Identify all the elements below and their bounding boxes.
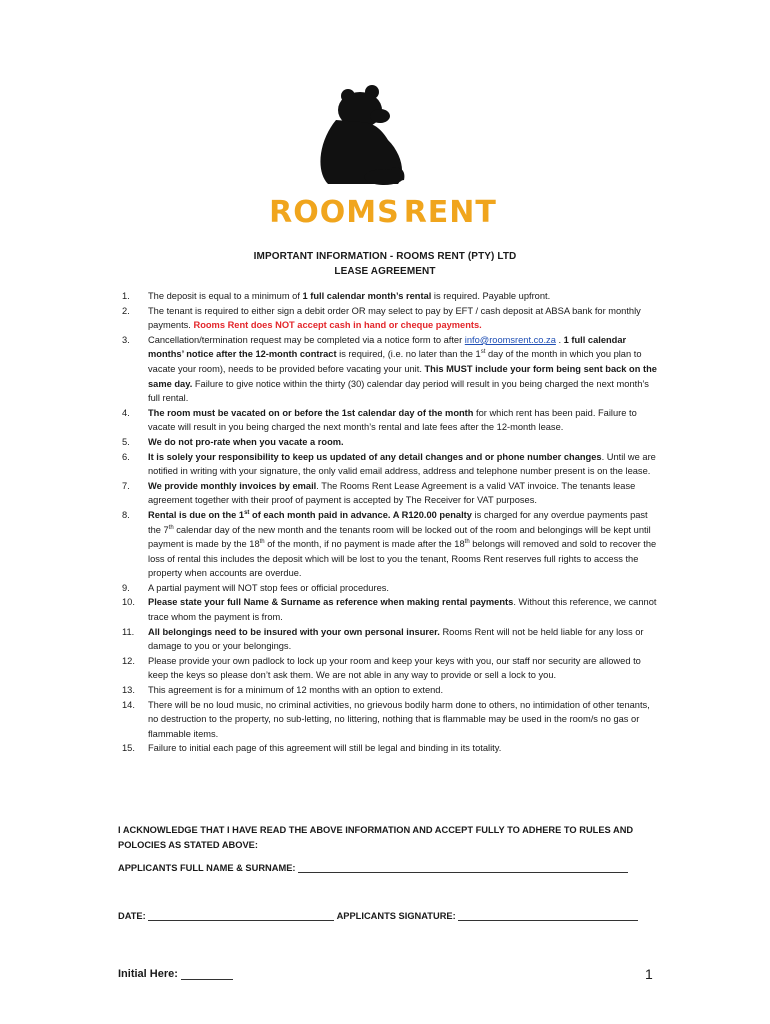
term-text: . Without this reference, we cannot trace whom the payment is from. xyxy=(148,597,657,623)
term-text: This agreement is for a minimum of 12 months with an option to extend. xyxy=(148,685,444,696)
term-text: Rental is due on the 1 xyxy=(148,509,245,520)
document-subtitle: LEASE AGREEMENT xyxy=(334,266,436,277)
term-number: 14. xyxy=(122,699,135,710)
date-line[interactable] xyxy=(148,910,334,921)
rooms-rent-logo xyxy=(269,82,497,232)
term-number: 3. xyxy=(122,334,130,345)
term-text: Cancellation/termination request may be completed via a notice form to after xyxy=(148,334,465,345)
initial-row xyxy=(118,968,233,980)
term-item xyxy=(118,508,658,581)
email-link[interactable]: info@roomsrent.co.za xyxy=(464,334,556,345)
term-text: Failure to initial each page of this agreement will still be legal and binding in its totality. xyxy=(148,743,502,754)
term-number: 4. xyxy=(122,407,130,418)
term-text: . xyxy=(555,334,564,345)
term-text: . The Rooms Rent Lease Agreement is a valid VAT invoice. The tenants lease agreement together with their proof of payment is accepted by The Receiver for VAT purposes. xyxy=(148,480,636,506)
term-number: 9. xyxy=(122,582,130,593)
term-text: 1 full calendar months’ notice after the 12-month contract xyxy=(148,334,627,360)
term-item xyxy=(118,479,658,508)
term-text: The deposit is equal to a minimum of xyxy=(148,291,303,301)
term-number: 2. xyxy=(122,305,130,316)
term-text: This MUST include your form being sent back on the same day. xyxy=(148,363,657,389)
term-item xyxy=(118,450,658,479)
term-text: is charged for any overdue payments past the 7 xyxy=(148,509,648,535)
term-text: The room must be vacated on or before the 1st calendar day of the month xyxy=(148,407,474,418)
term-text: st xyxy=(244,509,250,516)
signature-line[interactable] xyxy=(458,910,638,921)
applicant-name-line[interactable] xyxy=(298,862,628,873)
term-text: th xyxy=(168,524,174,531)
term-text: We provide monthly invoices by email xyxy=(148,480,317,491)
term-text: 1 full calendar month’s rental xyxy=(302,291,432,301)
term-number: 10. xyxy=(122,597,135,608)
term-number: 11. xyxy=(122,626,135,637)
term-item xyxy=(118,406,658,435)
term-item xyxy=(118,625,658,654)
term-text: All belongings need to be insured with your own personal insurer. xyxy=(148,626,440,637)
term-text: th xyxy=(259,539,265,545)
term-number: 12. xyxy=(122,655,135,666)
term-number: 8. xyxy=(122,509,130,520)
term-text: Rooms Rent will not be held liable for any loss or damage to you or your belongings. xyxy=(148,626,644,652)
acknowledgement-statement: I ACKNOWLEDGE THAT I HAVE READ THE ABOVE INFORMATION AND ACCEPT FULLY TO ADHERE TO RULES AND POLOCIES AS STATED ABOVE: xyxy=(118,825,634,850)
term-number: 5. xyxy=(122,436,130,447)
term-text: Rooms Rent does NOT accept cash in hand or cheque payments. xyxy=(193,320,482,331)
term-number: 6. xyxy=(122,451,130,462)
term-text: We do not pro-rate when you vacate a room. xyxy=(148,436,344,447)
applicant-name-label: APPLICANTS FULL NAME & SURNAME: xyxy=(118,863,296,873)
term-item xyxy=(118,698,658,742)
bear-icon xyxy=(320,85,404,185)
terms-list xyxy=(118,289,658,756)
term-text: th xyxy=(464,539,470,545)
term-text: It is solely your responsibility to keep us updated of any detail changes and or phone number changes xyxy=(148,451,602,462)
term-item xyxy=(118,741,658,756)
term-item xyxy=(118,581,658,596)
date-signature-row xyxy=(118,910,638,921)
date-label: DATE: xyxy=(118,911,146,921)
term-text: The tenant is required to either sign a debit order OR may select to pay by EFT / cash deposit at ABSA bank for monthly payments. xyxy=(148,305,641,331)
term-text: day of the month in which you plan to vacate your room), needs to be provided before vacating your unit. xyxy=(148,349,642,374)
term-text: There will be no loud music, no criminal activities, no grievous bodily harm done to others, no intimidation of other tenants, no destruction to the property, no sub-letting, no littering, nothing that is flammable may be used in the room/s no gas or flammable items. xyxy=(148,699,650,739)
term-text: of the month, if no payment is made after the 18 xyxy=(264,539,465,550)
term-item xyxy=(118,304,658,333)
term-item xyxy=(118,595,658,624)
initial-label: Initial Here: xyxy=(118,968,178,980)
term-text: . Until we are notified in writing with your signature, the only valid email address, address and telephone number present is on the lease. xyxy=(148,451,656,477)
term-item xyxy=(118,289,658,304)
term-item xyxy=(118,683,658,698)
signature-label: APPLICANTS SIGNATURE: xyxy=(336,911,456,921)
applicant-name-row xyxy=(118,862,628,873)
initial-line[interactable] xyxy=(181,969,233,980)
term-text: is required, (i.e. no later than the 1 xyxy=(336,349,481,360)
term-item xyxy=(118,333,658,406)
term-text: st xyxy=(480,349,486,356)
page-number: 1 xyxy=(645,966,653,982)
document-title: IMPORTANT INFORMATION - ROOMS RENT (PTY) LTD xyxy=(253,251,517,262)
logo-wordmark: ROOMS RENT xyxy=(269,195,497,230)
term-number: 7. xyxy=(122,480,130,491)
term-text: Please provide your own padlock to lock up your room and keep your keys with you, our staff nor security are allowed to keep the keys so please don’t ask them. We are not able in any way to provide or sell a lock to you. xyxy=(148,655,641,681)
term-number: 1. xyxy=(122,291,130,301)
term-item xyxy=(118,654,658,683)
term-text: calendar day of the new month and the tenants room will be locked out of the room and belongings will be kept until payment is made by the 18 xyxy=(148,524,651,550)
term-text: Failure to give notice within the thirty (30) calendar day period will result in you being charged the next month’s full rental. xyxy=(148,378,649,404)
term-text: Please state your full Name & Surname as reference when making rental payments xyxy=(148,597,514,608)
term-text: is required. Payable upfront. xyxy=(431,291,551,301)
term-number: 15. xyxy=(122,743,135,754)
term-text: for which rent has been paid. Failure to vacate will result in you being charged the next month’s rental and late fees after the 12-month lease. xyxy=(148,407,637,433)
term-text: of each month paid in advance. A R120.00 penalty xyxy=(249,509,472,520)
term-number: 13. xyxy=(122,685,135,696)
term-item xyxy=(118,435,658,450)
term-text: A partial payment will NOT stop fees or official procedures. xyxy=(148,582,389,593)
term-text: belongs will removed and sold to recover the loss of rental this includes the deposit which will be lost to you the tenant, Rooms Rent reserves full rights to access the property when accounts are overdue. xyxy=(148,539,657,579)
